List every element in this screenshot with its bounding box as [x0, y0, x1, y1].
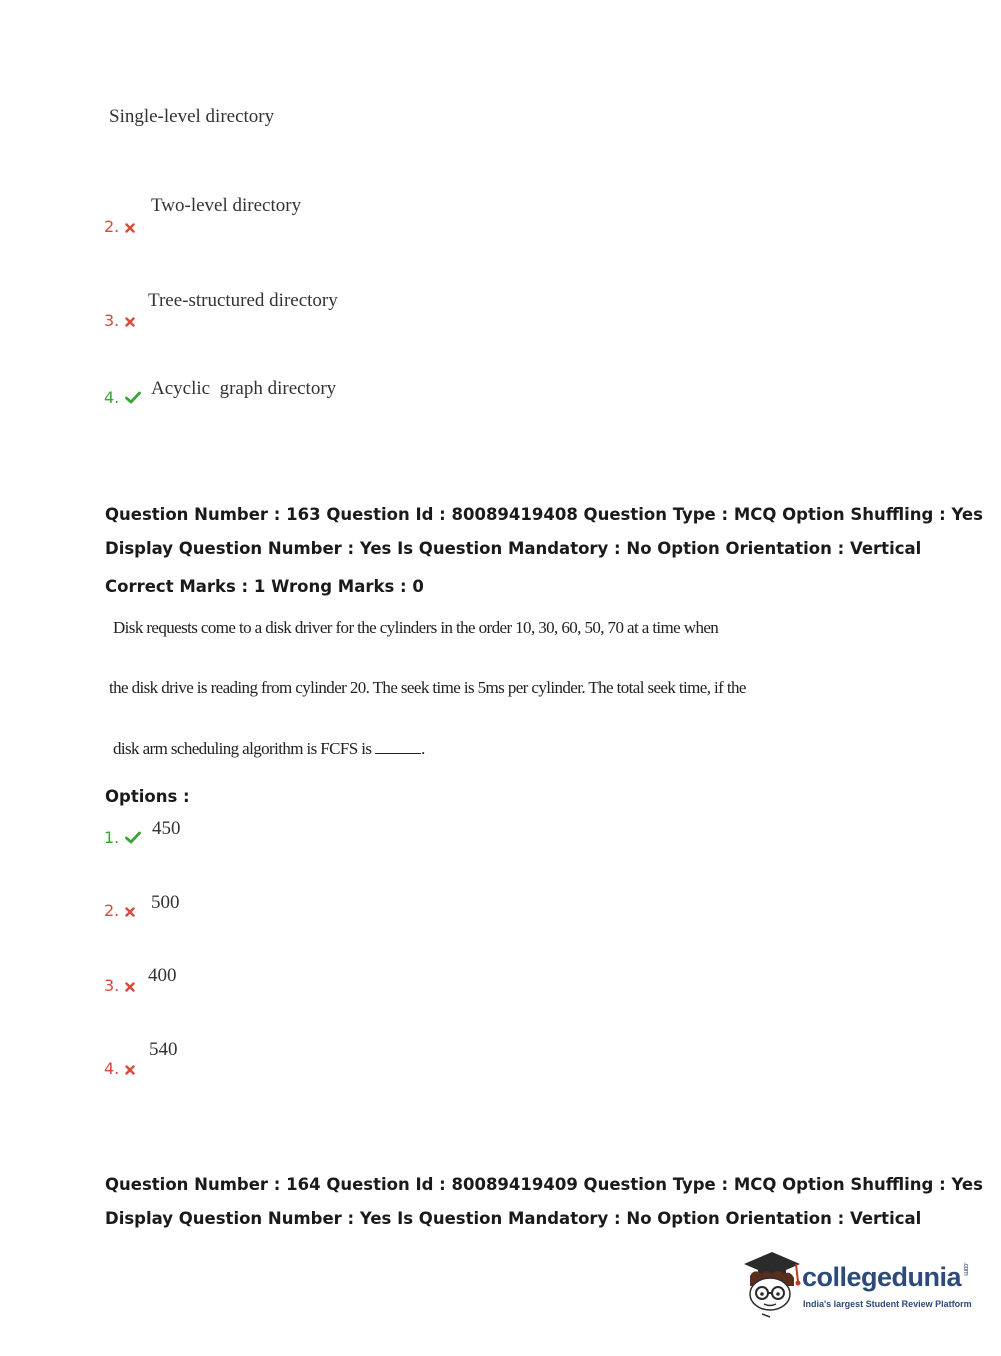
logo-suffix: .com	[962, 1262, 970, 1276]
logo-wordmark	[802, 1262, 969, 1293]
option-number: 2.	[104, 217, 120, 236]
q163-option-2-text: 500	[151, 892, 180, 913]
q163-text-line-1: Disk requests come to a disk driver for the cylinders in the order 10, 30, 60, 50, 70 at a time when	[113, 618, 719, 637]
cross-icon	[125, 1060, 135, 1079]
prev-option-4-text: Acyclic graph directory	[151, 378, 337, 399]
prev-option-2-text: Two-level directory	[151, 195, 302, 216]
logo-tagline: India's largest Student Review Platform	[803, 1299, 972, 1309]
prev-option-3-text: Tree-structured directory	[148, 290, 338, 311]
prev-option-4-number	[104, 388, 141, 408]
option-number: 3.	[104, 311, 120, 330]
q163-option-2-number	[104, 901, 135, 921]
collegedunia-logo	[740, 1248, 970, 1320]
prev-option-3-number	[104, 311, 135, 331]
check-icon	[125, 829, 141, 848]
prev-option-2-number	[104, 217, 135, 237]
q163-option-1-number	[104, 828, 141, 848]
q164-meta-line-1: Question Number : 164 Question Id : 80089419409 Question Type : MCQ Option Shuffling : Yes	[105, 1175, 983, 1194]
q163-text-line-3	[113, 739, 425, 759]
options-label: Options :	[105, 787, 190, 806]
option-number: 4.	[104, 388, 120, 407]
q163-meta-line-1: Question Number : 163 Question Id : 80089419408 Question Type : MCQ Option Shuffling : Yes	[105, 505, 983, 524]
option-number: 2.	[104, 901, 120, 920]
cross-icon	[125, 977, 135, 996]
answer-blank	[375, 741, 421, 754]
q164-meta-line-2: Display Question Number : Yes Is Question Mandatory : No Option Orientation : Vertical	[105, 1209, 922, 1228]
q163-option-3-text: 400	[148, 965, 177, 986]
mascot-icon	[740, 1248, 802, 1320]
cross-icon	[125, 312, 135, 331]
q163-option-1-text: 450	[152, 818, 181, 839]
q163-text-line-3-end: .	[421, 739, 425, 758]
option-number: 3.	[104, 976, 120, 995]
option-number: 1.	[104, 828, 120, 847]
cross-icon	[125, 218, 135, 237]
check-icon	[125, 389, 141, 408]
q163-text-line-3-content: disk arm scheduling algorithm is FCFS is	[113, 739, 372, 758]
logo-name: collegedunia	[802, 1262, 962, 1292]
option-number: 4.	[104, 1059, 120, 1078]
prev-option-1-text: Single-level directory	[109, 106, 275, 127]
q163-meta-line-3: Correct Marks : 1 Wrong Marks : 0	[105, 577, 424, 596]
q163-text-line-2: the disk drive is reading from cylinder 20. The seek time is 5ms per cylinder. The total seek time, if the	[109, 678, 746, 697]
cross-icon	[125, 902, 135, 921]
q163-option-3-number	[104, 976, 135, 996]
q163-option-4-text: 540	[149, 1039, 178, 1060]
q163-option-4-number	[104, 1059, 135, 1079]
q163-meta-line-2: Display Question Number : Yes Is Question Mandatory : No Option Orientation : Vertical	[105, 539, 922, 558]
